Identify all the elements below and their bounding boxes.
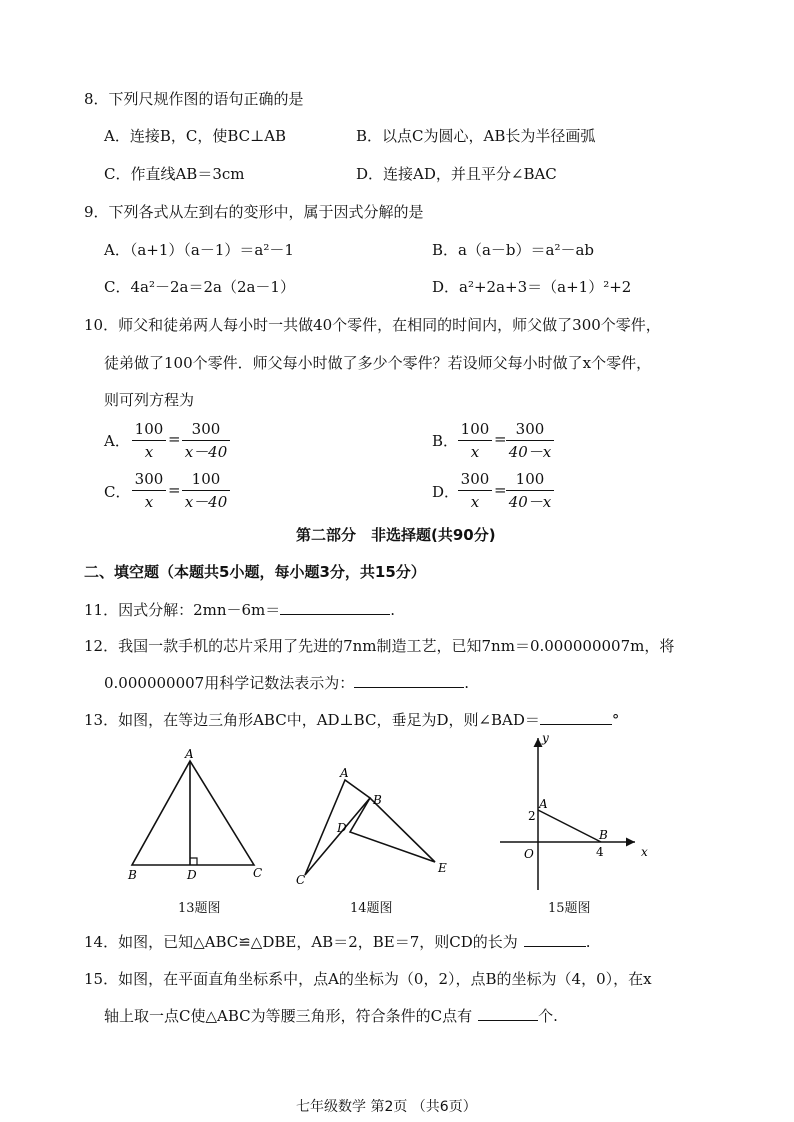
segment-ab: [538, 810, 601, 842]
q10-b-left-fraction: 100 x: [458, 419, 492, 462]
equals-sign: =: [168, 430, 181, 448]
fig15-tick-4: 4: [596, 845, 604, 859]
q15-end: 个.: [538, 1007, 558, 1025]
q10-line3: 则可列方程为: [104, 391, 195, 409]
q12-end: .: [464, 674, 469, 692]
equals-sign: =: [494, 430, 507, 448]
q13-answer-blank[interactable]: [540, 710, 612, 725]
fig15-label-o: O: [524, 847, 534, 861]
figure-13: [118, 745, 278, 885]
right-angle-mark: [190, 858, 197, 865]
q10-option-d-label: D．: [432, 483, 460, 501]
fig13-label-a: A: [185, 747, 194, 761]
q10-c-right-fraction: 100 x－40: [182, 469, 230, 512]
q10-line2: 徒弟做了100个零件．师父每小时做了多少个零件？若设师父每小时做了x个零件，: [104, 354, 652, 372]
q11-stem: 11．因式分解：2mn－6m＝: [84, 601, 281, 619]
fig15-label-b: B: [599, 828, 608, 842]
figure-15-caption: 15题图: [548, 901, 591, 916]
q10-option-a-label: A．: [104, 432, 130, 450]
equals-sign: =: [494, 481, 507, 499]
q8-stem: 8．下列尺规作图的语句正确的是: [84, 90, 304, 108]
q12-stem: 0.000000007用科学记数法表示为：: [104, 674, 355, 692]
q11-text: [84, 599, 395, 620]
figure-13-caption: 13题图: [178, 901, 221, 916]
q13-stem: 13．如图，在等边三角形ABC中，AD⊥BC，垂足为D，则∠BAD＝: [84, 711, 540, 729]
q14-text: [84, 931, 591, 952]
fig15-tick-2: 2: [528, 809, 536, 823]
equals-sign: =: [168, 481, 181, 499]
q11-end: .: [390, 601, 396, 619]
q15-line2: [104, 1005, 558, 1026]
q9-option-a: A．（a+1）（a－1）＝a²－1: [104, 241, 294, 259]
q8-option-d: D．连接AD，并且平分∠BAC: [356, 165, 557, 183]
q14-end: .: [585, 933, 591, 951]
q12-answer-blank[interactable]: [354, 673, 464, 688]
q8-option-b: B．以点C为圆心，AB长为半径画弧: [356, 127, 596, 145]
q10-line1: 10．师父和徒弟两人每小时一共做40个零件，在相同的时间内，师父做了300个零件，: [84, 316, 661, 334]
figure-14: [290, 760, 460, 890]
figure-14-caption: 14题图: [350, 901, 393, 916]
q10-d-right-fraction: 100 40－x: [506, 469, 554, 512]
q8-option-c: C．作直线AB＝3cm: [104, 165, 245, 183]
q12-line1: 12．我国一款手机的芯片采用了先进的7nm制造工艺，已知7nm＝0.000000007m，将: [84, 637, 675, 655]
q10-a-right-fraction: 300 x－40: [182, 419, 230, 462]
q13-end: °: [611, 711, 620, 729]
q15-stem: 轴上取一点C使△ABC为等腰三角形，符合条件的C点有: [104, 1007, 473, 1025]
fig14-label-c: C: [296, 873, 306, 887]
q9-option-d: D．a²+2a+3＝（a+1）²+2: [432, 278, 632, 296]
fig15-label-x: x: [641, 845, 648, 859]
fig14-label-a: A: [340, 766, 349, 780]
q13-text: [84, 709, 619, 730]
q15-answer-blank[interactable]: [478, 1006, 538, 1021]
q12-line2: [104, 672, 469, 693]
part-two-heading: 第二部分 非选择题(共90分): [296, 526, 496, 544]
fig13-label-d: D: [187, 868, 197, 882]
fig15-label-y: y: [542, 731, 549, 745]
page-footer: 七年级数学 第2页 （共6页）: [296, 1099, 477, 1115]
q11-answer-blank[interactable]: [280, 600, 390, 615]
fig13-label-b: B: [128, 868, 137, 882]
fig14-label-d: D: [337, 821, 347, 835]
q10-a-left-fraction: 100 x: [132, 419, 166, 462]
q8-option-a: A．连接B，C，使BC⊥AB: [104, 127, 287, 145]
q14-answer-blank[interactable]: [524, 932, 586, 947]
triangle-abc: [132, 761, 254, 865]
figure-15: [495, 730, 660, 895]
fig14-label-e: E: [438, 861, 447, 875]
fig13-label-c: C: [253, 866, 263, 880]
q10-d-left-fraction: 300 x: [458, 469, 492, 512]
q9-option-c: C．4a²－2a＝2a（2a－1）: [104, 278, 295, 296]
q14-stem: 14．如图，已知△ABC≌△DBE，AB＝2，BE＝7，则CD的长为: [84, 933, 518, 951]
fig15-label-a: A: [539, 797, 548, 811]
section-two-heading: 二、填空题（本题共5小题，每小题3分，共15分）: [84, 563, 426, 581]
q15-line1: 15．如图，在平面直角坐标系中，点A的坐标为（0，2），点B的坐标为（4，0），在x: [84, 970, 652, 988]
q10-b-right-fraction: 300 40－x: [506, 419, 554, 462]
q10-option-b-label: B．: [432, 432, 459, 450]
q10-c-left-fraction: 300 x: [132, 469, 166, 512]
fig14-label-b: B: [373, 793, 382, 807]
q9-stem: 9．下列各式从左到右的变形中，属于因式分解的是: [84, 203, 424, 221]
q10-option-c-label: C．: [104, 483, 131, 501]
q9-option-b: B．a（a－b）＝a²－ab: [432, 241, 595, 259]
